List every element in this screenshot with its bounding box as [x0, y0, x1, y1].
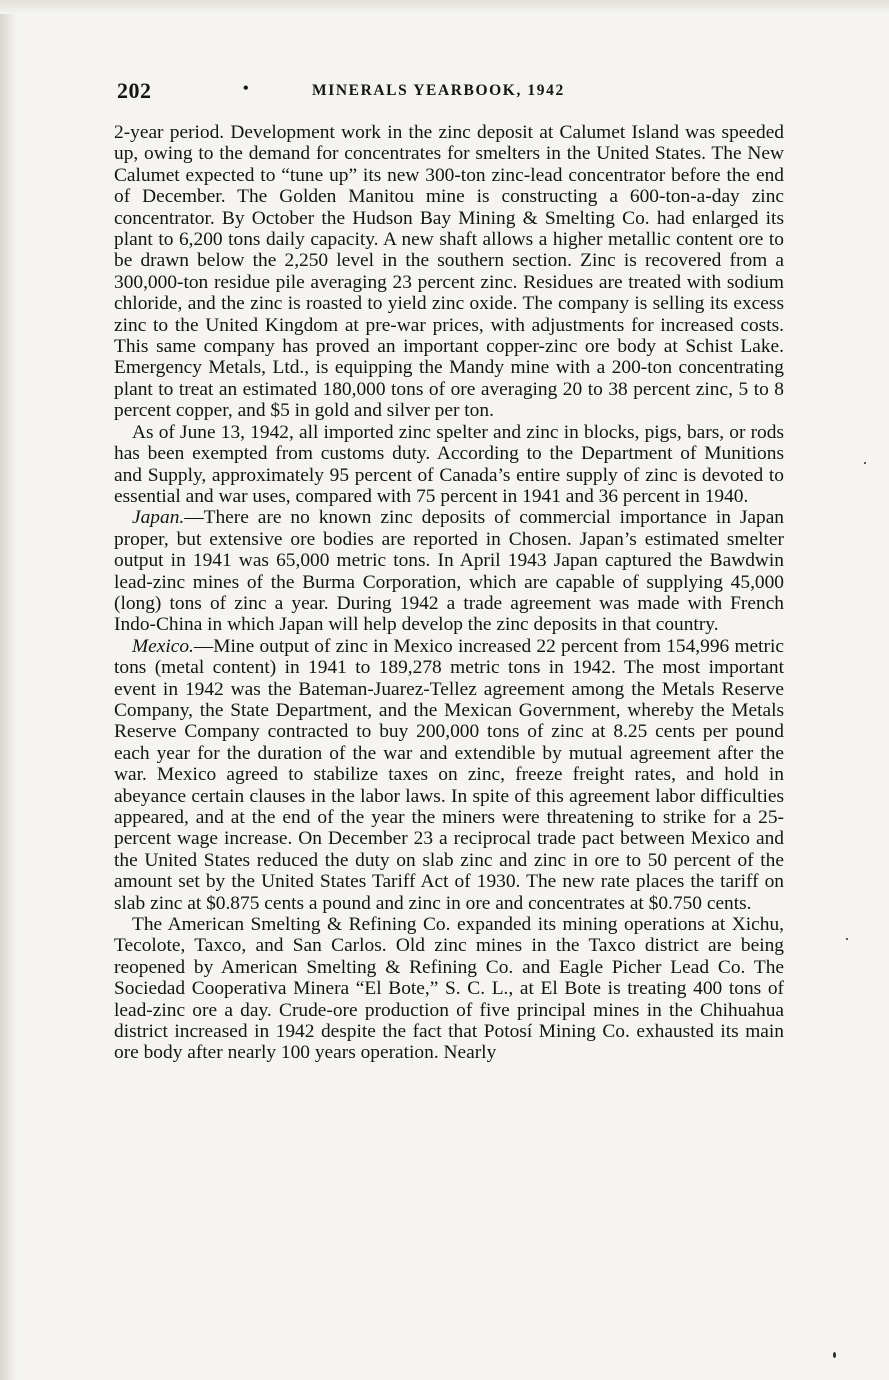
paragraph-customs-duty: [114, 422, 784, 508]
paragraph-mexico: [114, 636, 784, 914]
page-header: [117, 78, 787, 106]
body-text: [114, 122, 784, 1064]
scan-edge-top: [0, 0, 889, 14]
paragraph-text: The American Smelting & Refining Co. expanded its mining operations at Xichu, Tecolote, Taxco, and San Carlos. Old zinc mines in the Taxco district are being reopened by American Smelting & Refining Co. and Eagle Picher Lead Co. The Sociedad Cooperativa Minera “El Bote,” S. C. L., at El Bote is treating 400 tons of lead-zinc ore a day. Crude-ore production of five principal mines in the Chihuahua district increased in 1942 despite the fact that Potosí Mining Co. exhausted its main ore body after nearly 100 years operation. Nearly: [114, 914, 784, 1064]
section-lead-japan: Japan.: [132, 507, 185, 529]
paragraph-text: —Mine output of zinc in Mexico increased 22 percent from 154,996 metric tons (metal content) in 1941 to 189,278 metric tons in 1942. The most important event in 1942 was the Bateman-Juarez-Tellez agreement among the Metals Reserve Company, the State Department, and the Mexican Government, whereby the Metals Reserve Company contracted to buy 200,000 tons of zinc at 8.25 cents per pound each year for the duration of the war and extendible by mutual agreement after the war. Mexico agreed to stabilize taxes on zinc, freeze freight rates, and hold in abeyance certain clauses in the labor laws. In spite of this agreement labor difficulties appeared, and at the end of the year the miners were threatening to strike for a 25-percent wage increase. On December 23 a reciprocal trade pact between Mexico and the United States reduced the duty on slab zinc and zinc in ore to 50 percent of the amount set by the United States Tariff Act of 1930. The new rate places the tariff on slab zinc at $0.875 cents a pound and zinc in ore and concentrates at $0.750 cents.: [114, 635, 784, 914]
header-bullet: •: [243, 80, 249, 97]
paragraph-text: 2-year period. Development work in the zinc deposit at Calumet Island was speeded up, owing to the demand for concentrates for smelters in the United States. The New Calumet expected to “tune up” its new 300-ton zinc-lead concentrator before the end of December. The Golden Manitou mine is constructing a 600-ton-a-day zinc concentrator. By October the Hudson Bay Mining & Smelting Co. had enlarged its plant to 6,200 tons daily capacity. A new shaft allows a higher metallic content ore to be drawn below the 2,250 level in the southern section. Zinc is recovered from a 300,000-ton residue pile averaging 23 percent zinc. Residues are treated with sodium chloride, and the zinc is roasted to yield zinc oxide. The company is selling its excess zinc to the United Kingdom at pre-war prices, with adjustments for increased costs. This same company has proved an important copper-zinc ore body at Schist Lake. Emergency Metals, Ltd., is equipping the Mandy mine with a 200-ton concentrating plant to treat an estimated 180,000 tons of ore averaging 20 to 38 percent zinc, 5 to 8 percent copper, and $5 in gold and silver per ton.: [114, 122, 784, 422]
paragraph-calumet: [114, 122, 784, 422]
paragraph-text: As of June 13, 1942, all imported zinc spelter and zinc in blocks, pigs, bars, or rods has been exempted from customs duty. According to the Department of Munitions and Supply, approximately 95 percent of Canada’s entire supply of zinc is devoted to essential and war uses, compared with 75 percent in 1941 and 36 percent in 1940.: [114, 421, 784, 507]
paragraph-japan: [114, 507, 784, 635]
page-number: 202: [117, 78, 152, 103]
scan-speck: [846, 938, 848, 940]
running-title: MINERALS YEARBOOK, 1942: [312, 82, 565, 99]
scan-speck: [833, 1352, 836, 1358]
scan-edge-left: [0, 0, 18, 1380]
section-lead-mexico: Mexico.: [132, 635, 194, 657]
paragraph-text: —There are no known zinc deposits of commercial importance in Japan proper, but extensive ore bodies are reported in Chosen. Japan’s estimated smelter output in 1941 was 65,000 metric tons. In April 1943 Japan captured the Bawdwin lead-zinc mines of the Burma Corporation, which are capable of supplying 45,000 (long) tons of zinc a year. During 1942 a trade agreement was made with French Indo-China in which Japan will help develop the zinc deposits in that country.: [114, 507, 784, 636]
paragraph-american-smelting: [114, 914, 784, 1064]
scan-speck: [864, 462, 866, 464]
